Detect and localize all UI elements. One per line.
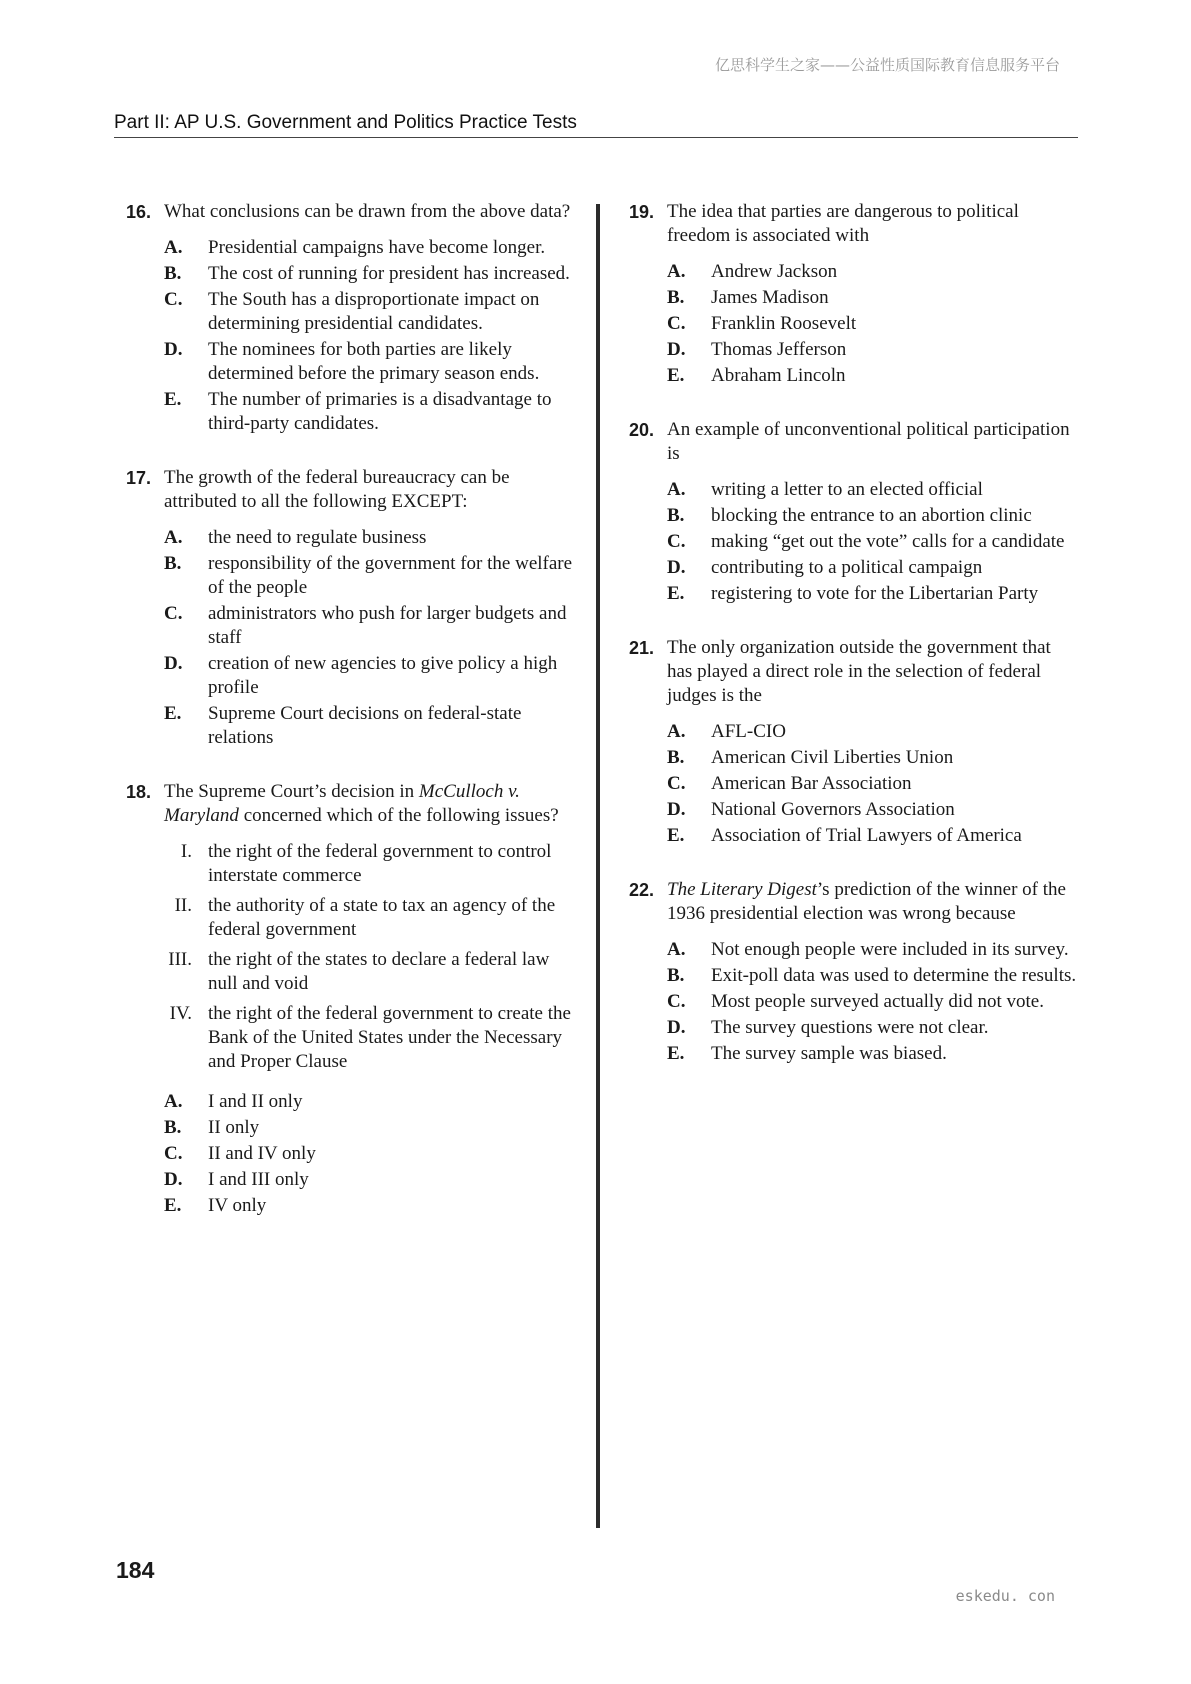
header-rule bbox=[114, 137, 1078, 138]
option-text: the need to regulate business bbox=[208, 527, 427, 548]
option-text: administrators who push for larger budgets and staff bbox=[208, 603, 567, 648]
answer-option bbox=[667, 798, 1079, 822]
answer-option bbox=[667, 824, 1079, 848]
page-number: 184 bbox=[116, 1557, 155, 1583]
question-number: 18. bbox=[126, 782, 152, 802]
option-letter: E. bbox=[667, 1043, 685, 1064]
answer-option bbox=[164, 262, 581, 286]
stem-text: concerned which of the following issues? bbox=[238, 805, 559, 826]
option-letter: C. bbox=[667, 313, 686, 334]
question-number: 21. bbox=[629, 638, 655, 658]
stem-text: An example of unconventional political participation is bbox=[667, 419, 1070, 464]
roman-statement bbox=[164, 840, 581, 888]
roman-statement bbox=[164, 1002, 581, 1074]
option-letter: A. bbox=[667, 939, 686, 960]
option-letter: D. bbox=[164, 653, 183, 674]
option-text: making “get out the vote” calls for a candidate bbox=[711, 531, 1065, 552]
option-letter: B. bbox=[667, 965, 685, 986]
option-text: National Governors Association bbox=[711, 799, 955, 820]
answer-option bbox=[164, 1090, 581, 1114]
answer-options bbox=[164, 526, 581, 750]
answer-option bbox=[164, 552, 581, 600]
answer-option bbox=[667, 964, 1079, 988]
right-column bbox=[629, 200, 1079, 1096]
question-stem bbox=[667, 878, 1079, 926]
answer-option bbox=[164, 526, 581, 550]
question-number: 20. bbox=[629, 420, 655, 440]
option-text: Abraham Lincoln bbox=[711, 365, 846, 386]
roman-numeral: III. bbox=[168, 949, 192, 970]
option-letter: B. bbox=[164, 553, 182, 574]
answer-option bbox=[164, 388, 581, 436]
option-text: Not enough people were included in its survey. bbox=[711, 939, 1069, 960]
answer-option bbox=[667, 312, 1079, 336]
option-letter: D. bbox=[164, 1169, 183, 1190]
stem-text: What conclusions can be drawn from the above data? bbox=[164, 201, 571, 222]
option-text: Thomas Jefferson bbox=[711, 339, 847, 360]
footer-site: eskedu. con bbox=[955, 1587, 1055, 1605]
option-text: The number of primaries is a disadvantage to third-party candidates. bbox=[208, 389, 552, 434]
answer-option bbox=[164, 1116, 581, 1140]
option-letter: B. bbox=[667, 747, 685, 768]
option-text: American Civil Liberties Union bbox=[711, 747, 954, 768]
question-number: 16. bbox=[126, 202, 152, 222]
stem-text: ’s prediction of the winner of the 1936 presidential election was wrong because bbox=[667, 879, 1066, 924]
option-text: Presidential campaigns have become longer. bbox=[208, 237, 546, 258]
option-letter: E. bbox=[667, 583, 685, 604]
option-letter: A. bbox=[164, 527, 183, 548]
option-text: The South has a disproportionate impact on determining presidential candidates. bbox=[208, 289, 540, 334]
question-item bbox=[629, 418, 1079, 606]
roman-statement bbox=[164, 948, 581, 996]
option-text: I and III only bbox=[208, 1169, 309, 1190]
answer-options bbox=[164, 1090, 581, 1218]
roman-statement-text: the right of the federal government to control interstate commerce bbox=[208, 841, 552, 886]
answer-option bbox=[667, 260, 1079, 284]
option-text: contributing to a political campaign bbox=[711, 557, 983, 578]
option-text: Association of Trial Lawyers of America bbox=[711, 825, 1022, 846]
option-letter: B. bbox=[667, 505, 685, 526]
option-text: American Bar Association bbox=[711, 773, 912, 794]
question-item bbox=[629, 636, 1079, 848]
option-letter: B. bbox=[164, 263, 182, 284]
option-letter: C. bbox=[164, 603, 183, 624]
running-head: Part II: AP U.S. Government and Politics Practice Tests bbox=[114, 112, 577, 133]
option-text: creation of new agencies to give policy a high profile bbox=[208, 653, 558, 698]
option-text: The nominees for both parties are likely determined before the primary season ends. bbox=[208, 339, 540, 384]
roman-statement bbox=[164, 894, 581, 942]
roman-statement-text: the right of the federal government to create the Bank of the United States under the Necessary and Proper Clause bbox=[208, 1003, 571, 1072]
stem-text: The Supreme Court’s decision in bbox=[164, 781, 419, 802]
answer-option bbox=[164, 1168, 581, 1192]
answer-options bbox=[667, 478, 1079, 606]
stem-italic-title: The Literary Digest bbox=[667, 879, 817, 900]
option-text: James Madison bbox=[711, 287, 829, 308]
answer-option bbox=[667, 530, 1079, 554]
option-text: registering to vote for the Libertarian Party bbox=[711, 583, 1039, 604]
option-letter: B. bbox=[164, 1117, 182, 1138]
roman-numeral: I. bbox=[180, 841, 192, 862]
answer-option bbox=[667, 556, 1079, 580]
question-number: 19. bbox=[629, 202, 655, 222]
question-stem bbox=[667, 200, 1079, 248]
option-text: II and IV only bbox=[208, 1143, 316, 1164]
option-text: II only bbox=[208, 1117, 260, 1138]
option-text: blocking the entrance to an abortion clinic bbox=[711, 505, 1032, 526]
question-number: 22. bbox=[629, 880, 655, 900]
answer-option bbox=[667, 1042, 1079, 1066]
answer-option bbox=[667, 990, 1079, 1014]
answer-option bbox=[164, 702, 581, 750]
question-item bbox=[629, 200, 1079, 388]
answer-option bbox=[164, 1142, 581, 1166]
option-letter: A. bbox=[667, 261, 686, 282]
option-text: writing a letter to an elected official bbox=[711, 479, 983, 500]
option-letter: A. bbox=[164, 1091, 183, 1112]
answer-options bbox=[164, 236, 581, 436]
roman-statement-list bbox=[164, 840, 581, 1074]
option-text: IV only bbox=[208, 1195, 267, 1216]
option-text: Most people surveyed actually did not vote. bbox=[711, 991, 1044, 1012]
answer-option bbox=[164, 652, 581, 700]
option-text: Andrew Jackson bbox=[711, 261, 838, 282]
answer-option bbox=[667, 1016, 1079, 1040]
answer-option bbox=[667, 746, 1079, 770]
roman-numeral: IV. bbox=[169, 1003, 192, 1024]
stem-text: The growth of the federal bureaucracy can be attributed to all the following EXCEPT: bbox=[164, 467, 510, 512]
answer-option bbox=[667, 338, 1079, 362]
question-stem bbox=[667, 418, 1079, 466]
answer-options bbox=[667, 260, 1079, 388]
option-letter: D. bbox=[667, 799, 686, 820]
option-letter: E. bbox=[164, 389, 182, 410]
answer-option bbox=[667, 364, 1079, 388]
option-letter: E. bbox=[164, 703, 182, 724]
answer-option bbox=[667, 720, 1079, 744]
question-item bbox=[126, 200, 581, 436]
option-text: Franklin Roosevelt bbox=[711, 313, 857, 334]
answer-option bbox=[164, 338, 581, 386]
question-item bbox=[126, 780, 581, 1218]
option-letter: C. bbox=[164, 289, 183, 310]
watermark-text: 亿思科学生之家——公益性质国际教育信息服务平台 bbox=[714, 56, 1060, 74]
option-letter: E. bbox=[164, 1195, 182, 1216]
answer-option bbox=[667, 504, 1079, 528]
option-letter: D. bbox=[667, 1017, 686, 1038]
question-stem bbox=[164, 466, 581, 514]
answer-option bbox=[667, 582, 1079, 606]
stem-italic-title: McCulloch v. Maryland bbox=[164, 781, 520, 826]
stem-text: The only organization outside the government that has played a direct role in the selection of federal judges is the bbox=[667, 637, 1051, 706]
option-text: The survey questions were not clear. bbox=[711, 1017, 989, 1038]
answer-option bbox=[667, 772, 1079, 796]
option-letter: C. bbox=[164, 1143, 183, 1164]
option-text: Exit-poll data was used to determine the results. bbox=[711, 965, 1077, 986]
option-letter: A. bbox=[667, 721, 686, 742]
option-letter: A. bbox=[667, 479, 686, 500]
option-text: I and II only bbox=[208, 1091, 303, 1112]
option-letter: C. bbox=[667, 773, 686, 794]
answer-options bbox=[667, 720, 1079, 848]
option-text: AFL-CIO bbox=[711, 721, 786, 742]
answer-option bbox=[164, 236, 581, 260]
option-text: responsibility of the government for the welfare of the people bbox=[208, 553, 573, 598]
option-letter: C. bbox=[667, 531, 686, 552]
question-stem bbox=[667, 636, 1079, 708]
roman-statement-text: the authority of a state to tax an agency of the federal government bbox=[208, 895, 556, 940]
answer-option bbox=[667, 478, 1079, 502]
roman-statement-text: the right of the states to declare a federal law null and void bbox=[208, 949, 550, 994]
stem-text: The idea that parties are dangerous to political freedom is associated with bbox=[667, 201, 1019, 246]
answer-option bbox=[164, 1194, 581, 1218]
left-column bbox=[126, 200, 581, 1248]
column-divider bbox=[596, 204, 600, 1528]
question-item bbox=[629, 878, 1079, 1066]
option-text: The survey sample was biased. bbox=[711, 1043, 947, 1064]
option-letter: C. bbox=[667, 991, 686, 1012]
option-letter: D. bbox=[164, 339, 183, 360]
question-number: 17. bbox=[126, 468, 152, 488]
option-text: The cost of running for president has increased. bbox=[208, 263, 570, 284]
roman-numeral: II. bbox=[174, 895, 192, 916]
question-item bbox=[126, 466, 581, 750]
option-text: Supreme Court decisions on federal-state relations bbox=[208, 703, 522, 748]
answer-option bbox=[164, 288, 581, 336]
question-stem bbox=[164, 780, 581, 828]
answer-options bbox=[667, 938, 1079, 1066]
answer-option bbox=[164, 602, 581, 650]
answer-option bbox=[667, 286, 1079, 310]
answer-option bbox=[667, 938, 1079, 962]
option-letter: E. bbox=[667, 825, 685, 846]
option-letter: E. bbox=[667, 365, 685, 386]
option-letter: D. bbox=[667, 557, 686, 578]
option-letter: B. bbox=[667, 287, 685, 308]
option-letter: A. bbox=[164, 237, 183, 258]
option-letter: D. bbox=[667, 339, 686, 360]
question-stem bbox=[164, 200, 581, 224]
